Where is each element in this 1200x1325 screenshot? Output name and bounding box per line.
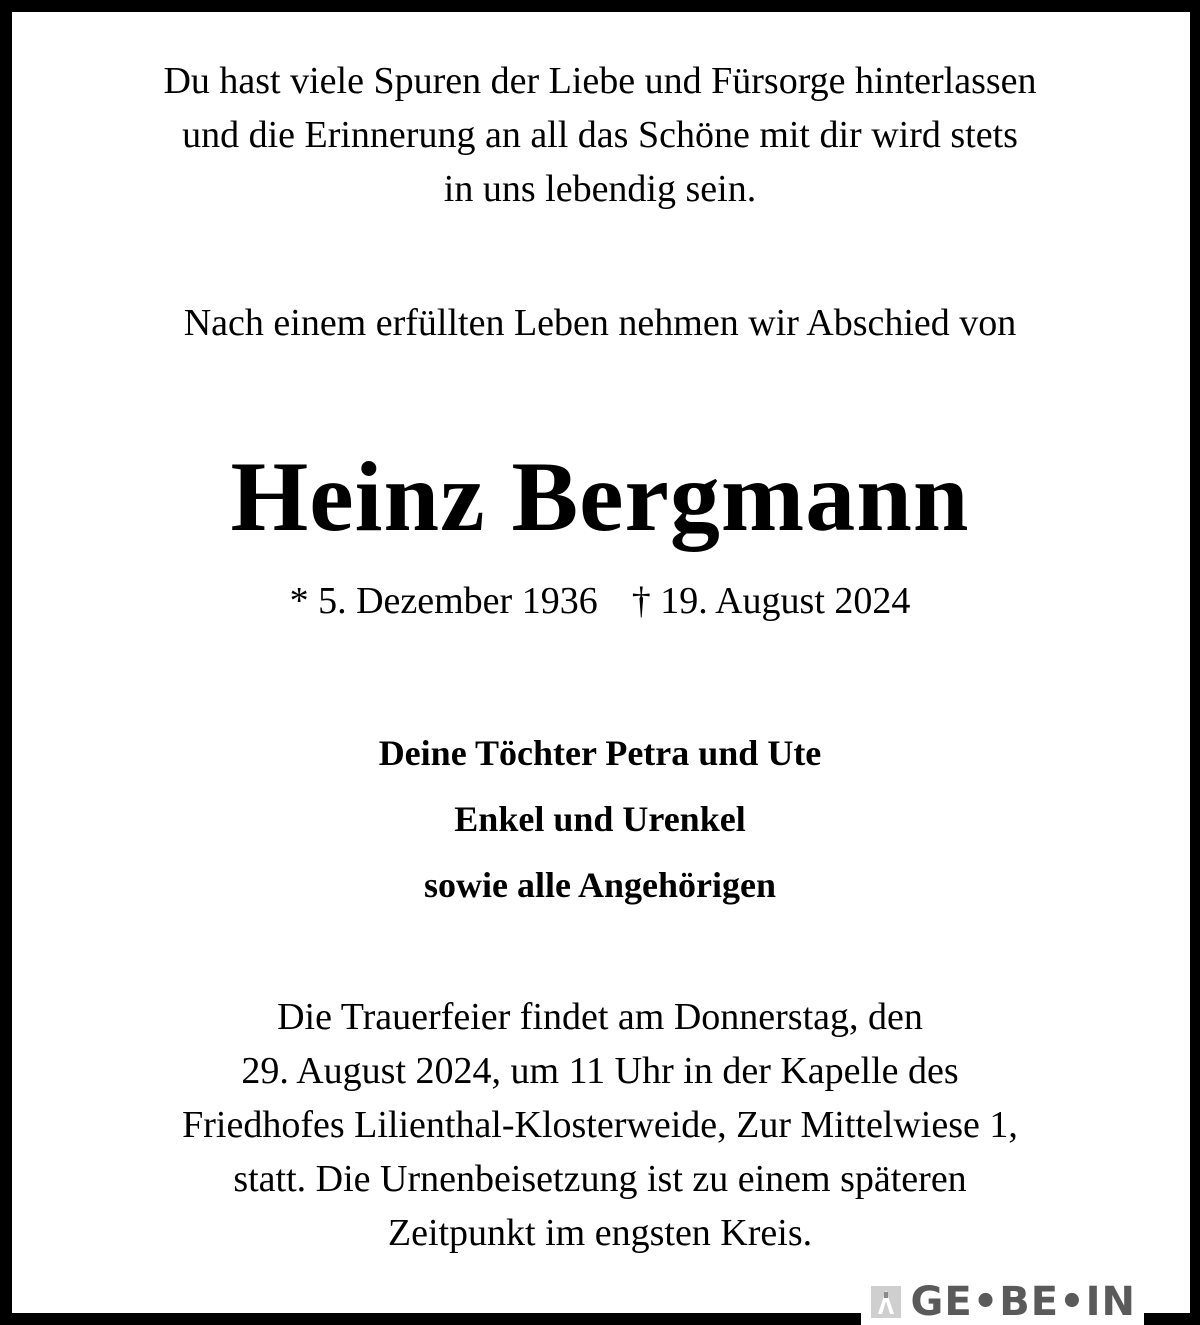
intro-line: Du hast viele Spuren der Liebe und Fürsorge hinterlassen: [163, 60, 1037, 102]
mourners-list: [0, 720, 1200, 918]
intro-line: in uns lebendig sein.: [443, 168, 757, 210]
logo-text: GE•BE•IN: [910, 1279, 1136, 1325]
mourner-line: Enkel und Urenkel: [454, 799, 746, 839]
life-dates: [0, 574, 1200, 628]
deceased-name: Heinz Bergmann: [230, 441, 970, 552]
service-line: 29. August 2024, um 11 Uhr in der Kapelle des: [241, 1050, 959, 1092]
intro-line: und die Erinnerung an all das Schöne mit dir wird stets: [182, 114, 1018, 156]
mourner-line: Deine Töchter Petra und Ute: [378, 733, 822, 773]
death-date: † 19. August 2024: [631, 580, 911, 622]
mourner-line: sowie alle Angehörigen: [424, 865, 776, 905]
service-info: [0, 990, 1200, 1260]
intro-verse: [0, 54, 1200, 216]
service-line: Die Trauerfeier findet am Donnerstag, den: [277, 996, 923, 1038]
service-line: Friedhofes Lilienthal-Klosterweide, Zur Mittelwiese 1,: [182, 1104, 1018, 1146]
farewell-line: Nach einem erfüllten Leben nehmen wir Abschied von: [183, 302, 1017, 344]
service-line: statt. Die Urnenbeisetzung ist zu einem späteren: [233, 1158, 967, 1200]
logo-icon: [869, 1284, 903, 1320]
publisher-logo: [861, 1279, 1144, 1325]
service-line: Zeitpunkt im engsten Kreis.: [387, 1212, 813, 1254]
birth-date: * 5. Dezember 1936: [289, 580, 598, 622]
